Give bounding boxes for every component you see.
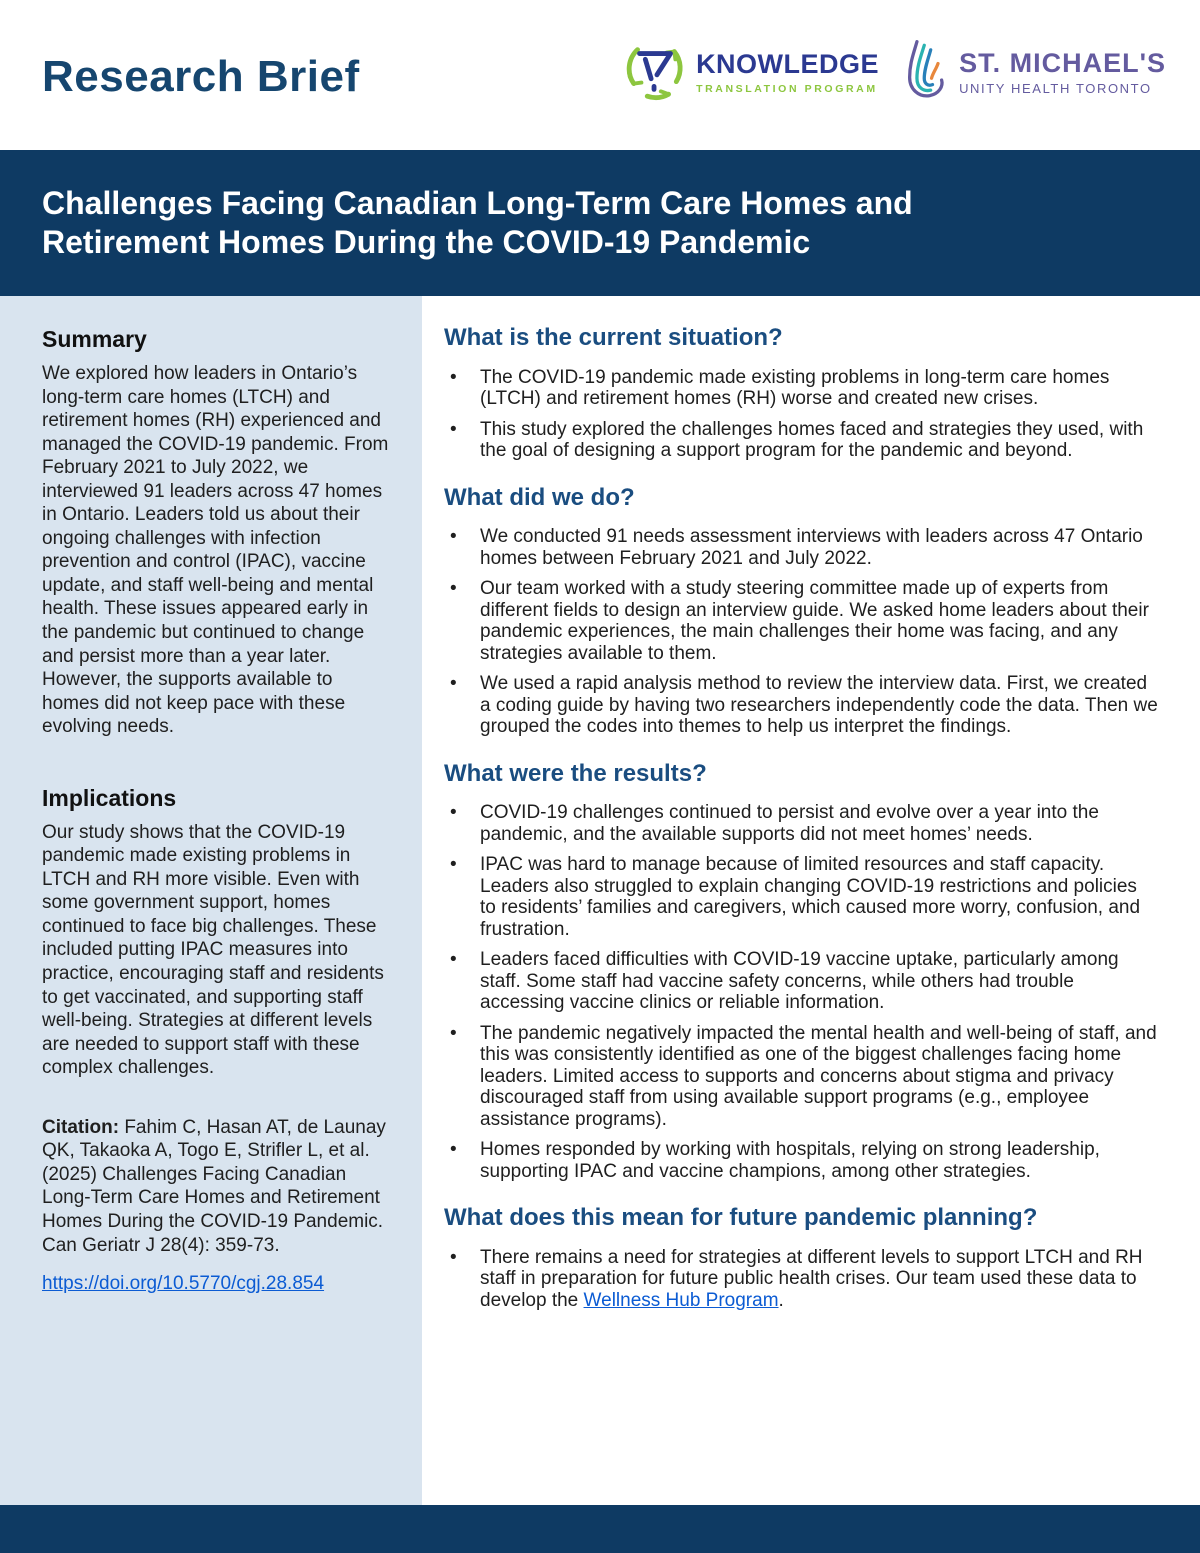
bullet-text: • There remains a need for strategies at different levels to support LTCH and RH staff in preparation for future public health crises. Our team used these data to develop the Wellness Hub Program.: [480, 1246, 1143, 1311]
bullet-item: • The COVID-19 pandemic made existing problems in long-term care homes (LTCH) and retirement homes (RH) worse and created new crises.: [444, 367, 1158, 410]
bullet-item: • Homes responded by working with hospitals, relying on strong leadership, supporting IPAC and vaccine champions, among other strategies.: [444, 1139, 1158, 1182]
bullet-item: • IPAC was hard to manage because of limited resources and staff capacity. Leaders also struggled to explain changing COVID-19 restrictions and policies to residents’ families and caregivers, which caused more worry, confusion, and frustration.: [444, 854, 1158, 940]
summary-heading: Summary: [42, 326, 147, 352]
section-heading: What were the results?: [444, 759, 707, 787]
citation-section: [42, 1116, 392, 1295]
bullet-item: • COVID-19 challenges continued to persist and evolve over a year into the pandemic, and the available supports did not meet homes’ needs.: [444, 802, 1158, 845]
bullet-list: [444, 1247, 1158, 1311]
ktp-logo-icon: [624, 38, 686, 107]
sidebar: [0, 296, 422, 1505]
ktp-logo-name: KNOWLEDGE: [696, 48, 880, 79]
brief-title: Challenges Facing Canadian Long-Term Care Homes and Retirement Homes During the COVID-19 Pandemic: [42, 184, 913, 260]
smh-logo-text: [959, 47, 1166, 96]
implications-text: Our study shows that the COVID-19 pandemic made existing problems in LTCH and RH more visible. Even with some government support, homes continued to face big challenges. These included putting IPAC measures into practice, encouraging staff and residents to get vaccinated, and supporting staff well-being. Strategies at different levels are needed to support staff with these complex challenges.: [42, 821, 384, 1079]
smh-logo: [905, 38, 1166, 107]
smh-logo-subname: UNITY HEALTH TORONTO: [959, 80, 1152, 96]
bullet-item: • We conducted 91 needs assessment interviews with leaders across 47 Ontario homes between February 2021 and July 2022.: [444, 526, 1158, 569]
logo-group: [624, 38, 1166, 107]
title-banner: [0, 150, 1200, 296]
section-results: [444, 760, 1158, 1182]
section-what-did-we-do: [444, 484, 1158, 738]
citation-text: Citation: Fahim C, Hasan AT, de Launay QK, Takaoka A, Togo E, Strifler L, et al. (2025) Challenges Facing Canadian Long-Term Care Homes and Retirement Homes During the COVID-19 Pandemic. Can Geriatr J 28(4): 359-73.: [42, 1116, 386, 1256]
smh-logo-icon: [905, 38, 949, 107]
bullet-item: • Our team worked with a study steering committee made up of experts from different fields to design an interview guide. We asked home leaders about their pandemic experiences, the main challenges their home was facing, and any strategies available to them.: [444, 578, 1158, 664]
citation-label: Citation:: [42, 1116, 120, 1138]
ktp-logo-subname: TRANSLATION PROGRAM: [696, 82, 878, 95]
ktp-logo-text: [696, 48, 880, 95]
section-future-planning: [444, 1204, 1158, 1311]
smh-logo-name: ST. MICHAEL'S: [959, 47, 1166, 78]
footer-bar: [0, 1505, 1200, 1553]
bullet-item: • The pandemic negatively impacted the mental health and well-being of staff, and this was consistently identified as one of the biggest challenges facing home leaders. Limited access to supports and concerns about stigma and privacy discouraged staff from using available support programs (e.g., employee assistance programs).: [444, 1023, 1158, 1130]
main-column: [422, 296, 1200, 1505]
section-heading: What is the current situation?: [444, 324, 783, 351]
document-title: Research Brief: [42, 52, 360, 101]
implications-section: [42, 785, 392, 1080]
bullet-list: [444, 367, 1158, 462]
bullet-list: [444, 526, 1158, 737]
bullet-item: • Leaders faced difficulties with COVID-19 vaccine uptake, particularly among staff. Some staff had vaccine safety concerns, while others had trouble accessing vaccine clinics or reliable information.: [444, 949, 1158, 1013]
implications-heading: Implications: [42, 784, 177, 811]
wellness-hub-link[interactable]: Wellness Hub Program: [583, 1289, 779, 1311]
section-current-situation: [444, 324, 1158, 462]
bullet-item: • We used a rapid analysis method to review the interview data. First, we created a coding guide by having two researchers independently code the data. Then we grouped the codes into themes to help us interpret the findings.: [444, 673, 1158, 737]
ktp-logo: [624, 38, 879, 107]
doi-link[interactable]: https://doi.org/10.5770/cgj.28.854: [42, 1273, 325, 1295]
section-heading: What did we do?: [444, 483, 635, 511]
content-area: [0, 296, 1200, 1505]
bullet-list: [444, 802, 1158, 1182]
section-heading: What does this mean for future pandemic planning?: [444, 1203, 1038, 1231]
bullet-item: • This study explored the challenges homes faced and strategies they used, with the goal of designing a support program for the pandemic and beyond.: [444, 419, 1158, 462]
page-header: [0, 0, 1200, 150]
summary-section: [42, 326, 392, 739]
summary-text: We explored how leaders in Ontario’s long-term care homes (LTCH) and retirement homes (RH) experienced and managed the COVID-19 pandemic. From February 2021 to July 2022, we interviewed 91 leaders across 47 homes in Ontario. Leaders told us about their ongoing challenges with infection prevention and control (IPAC), vaccine update, and staff well-being and mental health. These issues appeared early in the pandemic but continued to change and persist more than a year later. However, the supports available to homes did not keep pace with these evolving needs.: [42, 363, 389, 738]
bullet-item: [444, 1247, 1158, 1311]
